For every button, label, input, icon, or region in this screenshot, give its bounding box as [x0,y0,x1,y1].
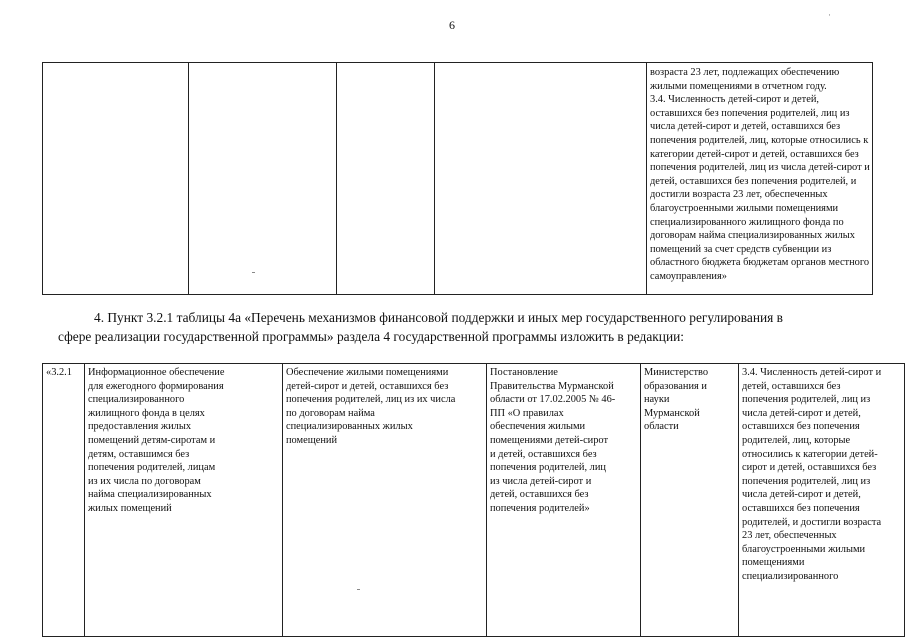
text-line: области от 17.02.2005 № 46- [490,394,616,406]
text-line: относились к категории детей- [742,448,878,460]
text-line: Мурманской [644,407,700,419]
table-cell-legal-act [487,364,641,637]
table-cell-goal [283,364,487,637]
text-line: оставшихся без попечения родителей, лиц из [650,107,850,119]
text-line: образования и [644,380,707,392]
text-line: специализированного [88,394,185,406]
text-line: жилищного фонда в целях [88,407,205,419]
paragraph-line-2: сфере реализации государственной программы» раздела 4 государственной программы изложить в редакции: [58,329,685,344]
text-line: области [644,421,679,433]
text-line: по договорам найма [286,407,375,419]
text-line: и детей, оставшихся без [490,448,597,460]
text-line: для ежегодного формирования [88,380,224,392]
table-cell-empty-4 [435,63,647,295]
table-cell-number: «3.2.1 [43,364,85,637]
text-line: попечения родителей, лиц из [742,475,871,487]
text-line: категории детей-сирот и детей, оставшихся без [650,148,859,160]
text-line: Постановление [490,367,558,378]
text-line: попечения родителей, лиц из числа детей-сирот и [650,162,870,174]
text-line: попечения родителей, лицам [88,462,216,474]
table-row [43,364,905,637]
text-line: специализированного жилищного фонда по [650,216,844,228]
text-line: помещений [286,434,338,446]
text-line: 23 лет, обеспеченных [742,530,837,542]
text-line: числа детей-сирот и детей, оставшихся без [650,121,841,133]
page-number: 6 [449,18,455,32]
text-line: благоустроенными жилыми помещениями [650,202,839,214]
text-line: оставшихся без попечения [742,421,860,433]
text-line: науки [644,394,670,406]
amendment-paragraph [58,308,868,346]
text-line: Информационное обеспечение [88,367,225,378]
text-line: ПП «О правилах [490,407,564,419]
text-line: Правительства Мурманской [490,380,614,392]
text-line: попечения родителей, лиц [490,462,606,474]
text-line: попечения родителей» [490,502,590,514]
amended-table [42,363,905,637]
table-row [43,63,873,295]
text-line: попечения родителей, лиц из [742,394,871,406]
table-cell-executor [641,364,739,637]
text-line: жилыми помещениями в отчетном году. [650,80,827,92]
text-line: родителей, и достигли возраста [742,516,882,528]
text-line: договорам найма специализированных жилых [650,230,855,242]
text-line: 3.4. Численность детей-сирот и детей, [650,94,819,106]
text-line: возраста 23 лет, подлежащих обеспечению [650,67,840,78]
text-line: 3.4. Численность детей-сирот и [742,367,882,378]
table-cell-empty-3 [337,63,435,295]
text-line: специализированного [742,570,839,582]
corner-mark: · [828,10,831,20]
text-line: из их числа по договорам [88,475,201,487]
paragraph-line-1: 4. Пункт 3.2.1 таблицы 4а «Перечень механизмов финансовой поддержки и иных мер государственного регулирования в [94,310,784,325]
text-line: помещений за счет средств субвенции из [650,243,832,255]
table-cell-empty-2 [189,63,337,295]
text-line: самоуправления» [650,270,727,282]
text-line: детей, оставшихся без [490,489,589,501]
text-line: числа детей-сирот и детей, [742,489,861,501]
text-line: помещениями детей-сирот [490,434,609,446]
scan-speck [252,272,255,273]
text-line: специализированных жилых [286,421,413,433]
text-line: детей-сирот и детей, оставшихся без [286,380,449,392]
text-line: детям, оставшимся без [88,448,190,460]
continued-table [42,62,873,295]
text-line: попечения родителей, лиц из их числа [286,394,456,406]
text-line: Обеспечение жилыми помещениями [286,367,449,378]
text-line: областного бюджета бюджетам органов местного [650,257,870,269]
table-cell-indicators [739,364,905,637]
text-line: попечения родителей, лиц, которые относились к [650,134,869,146]
text-line: достигли возраста 23 лет, обеспеченных [650,189,828,201]
text-line: помещений детям-сиротам и [88,434,216,446]
table-cell-mechanism [85,364,283,637]
text-line: сирот и детей, оставшихся без [742,462,877,474]
table-cell-empty-1 [43,63,189,295]
text-line: оставшихся без попечения [742,502,860,514]
scan-speck [357,589,360,590]
table-cell-indicators [647,63,873,295]
text-line: родителей, лиц, которые [742,434,851,446]
text-line: найма специализированных [88,489,212,501]
text-line: помещениями [742,557,805,569]
text-line: жилых помещений [88,502,172,514]
text-line: обеспечения жилыми [490,421,586,433]
text-line: предоставления жилых [88,421,192,433]
text-line: из числа детей-сирот и [490,475,592,487]
text-line: детей, оставшихся без [742,380,841,392]
text-line: числа детей-сирот и детей, [742,407,861,419]
text-line: детей, оставшихся без попечения родителей, и [650,175,857,187]
text-line: благоустроенными жилыми [742,543,866,555]
text-line: Министерство [644,367,709,378]
